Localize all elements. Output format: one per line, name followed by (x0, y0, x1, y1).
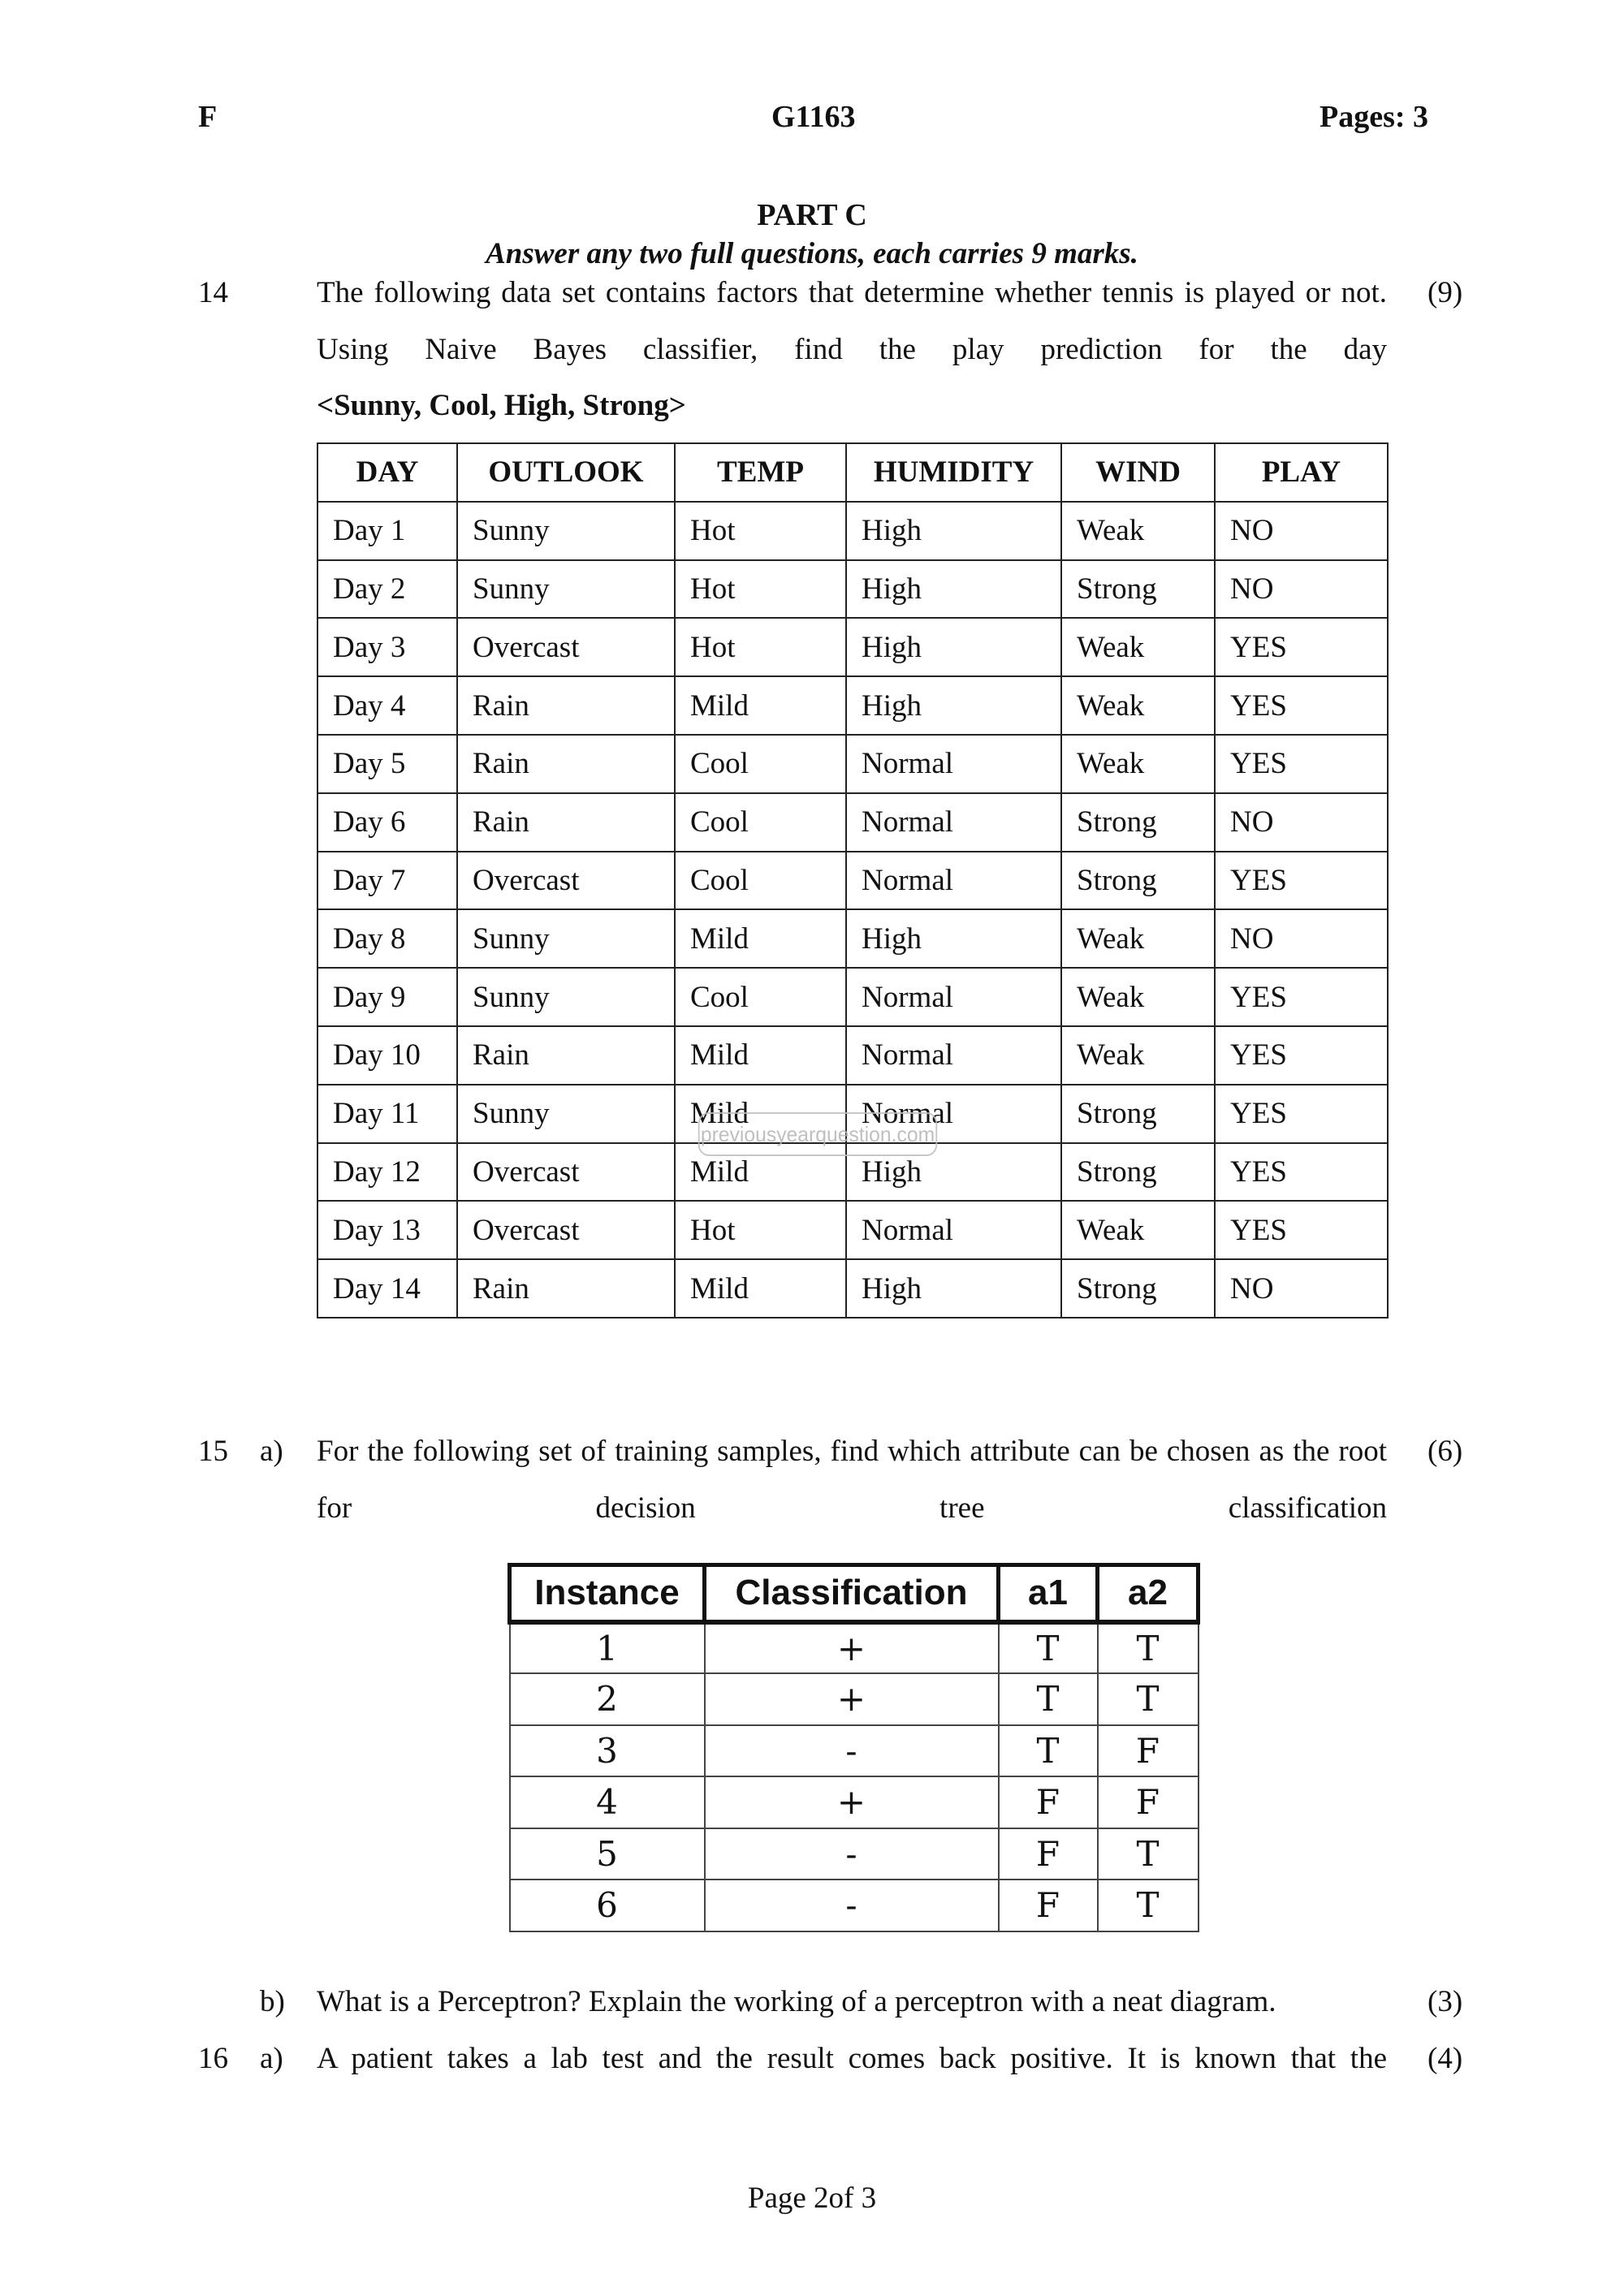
table-cell: High (846, 676, 1061, 735)
table-cell: T (1098, 1880, 1199, 1931)
column-header: PLAY (1215, 443, 1388, 502)
column-header: WIND (1061, 443, 1215, 502)
table-cell: High (846, 909, 1061, 968)
tennis-dataset-table (317, 442, 1389, 1318)
table-cell: Day 13 (317, 1201, 457, 1259)
table-cell: Sunny (457, 502, 675, 560)
table-row (317, 618, 1388, 676)
header-pages: Pages: 3 (1320, 100, 1429, 134)
table-cell: Hot (675, 1201, 846, 1259)
table-cell: Mild (675, 1143, 846, 1202)
table-row (317, 852, 1388, 910)
header-series: F (198, 100, 218, 134)
table-cell: F (999, 1828, 1098, 1880)
table-row (317, 676, 1388, 735)
table-cell: Weak (1061, 735, 1215, 793)
table-header-row (317, 443, 1388, 502)
table-cell: Cool (675, 735, 846, 793)
table-cell: Hot (675, 502, 846, 560)
table-row (317, 909, 1388, 968)
table-cell: Normal (846, 852, 1061, 910)
table-cell: T (999, 1622, 1098, 1674)
page-footer: Page 2of 3 (747, 2182, 877, 2215)
table-cell: F (999, 1880, 1098, 1931)
table-cell: - (705, 1725, 999, 1777)
table-row (317, 1201, 1388, 1259)
table-cell: Strong (1061, 1085, 1215, 1143)
table-cell: T (1098, 1673, 1199, 1725)
table-cell: 3 (510, 1725, 705, 1777)
table-cell: Weak (1061, 618, 1215, 676)
table-cell: T (1098, 1622, 1199, 1674)
question-15a-marks: (6) (1427, 1435, 1463, 1468)
table-cell: Overcast (457, 852, 675, 910)
table-cell: YES (1215, 1201, 1388, 1259)
question-15b-text: What is a Perceptron? Explain the working of a perceptron with a neat diagram. (317, 1985, 1276, 2018)
table-cell: Rain (457, 676, 675, 735)
table-cell: Day 14 (317, 1259, 457, 1318)
table-cell: Weak (1061, 676, 1215, 735)
table-cell: Mild (675, 1259, 846, 1318)
table-cell: YES (1215, 618, 1388, 676)
table-row (317, 502, 1388, 560)
table-cell: Normal (846, 1085, 1061, 1143)
column-header: Instance (510, 1565, 705, 1622)
table-cell: Mild (675, 676, 846, 735)
column-header: Classification (705, 1565, 999, 1622)
table-cell: Weak (1061, 909, 1215, 968)
question-16a-marks: (4) (1427, 2042, 1463, 2075)
column-header: HUMIDITY (846, 443, 1061, 502)
table-cell: Sunny (457, 1085, 675, 1143)
table-cell: Overcast (457, 618, 675, 676)
table-row (510, 1828, 1199, 1880)
question-14-query-day: <Sunny, Cool, High, Strong> (317, 389, 686, 422)
table-row (510, 1880, 1199, 1931)
question-14-marks: (9) (1427, 276, 1463, 309)
table-cell: F (1098, 1776, 1199, 1828)
table-cell: + (705, 1673, 999, 1725)
part-title: PART C (757, 198, 867, 232)
table-cell: Day 3 (317, 618, 457, 676)
table-cell: Weak (1061, 968, 1215, 1026)
table-cell: Sunny (457, 560, 675, 619)
table-cell: Day 1 (317, 502, 457, 560)
column-header: DAY (317, 443, 457, 502)
table-row (510, 1725, 1199, 1777)
column-header: a1 (999, 1565, 1098, 1622)
table-cell: NO (1215, 502, 1388, 560)
table-cell: High (846, 502, 1061, 560)
table-cell: Day 10 (317, 1026, 457, 1085)
table-cell: Strong (1061, 1259, 1215, 1318)
table-row (317, 1026, 1388, 1085)
table-row (317, 1259, 1388, 1318)
table-cell: High (846, 618, 1061, 676)
table-cell: Hot (675, 618, 846, 676)
table-header-row (510, 1565, 1199, 1622)
table-cell: Day 9 (317, 968, 457, 1026)
table-cell: Normal (846, 968, 1061, 1026)
table-cell: Day 5 (317, 735, 457, 793)
table-cell: Overcast (457, 1143, 675, 1202)
table-row (317, 560, 1388, 619)
table-cell: Cool (675, 968, 846, 1026)
table-cell: High (846, 560, 1061, 619)
question-15a-label: a) (260, 1435, 283, 1468)
table-cell: Weak (1061, 1026, 1215, 1085)
table-cell: Day 6 (317, 793, 457, 852)
table-cell: Mild (675, 909, 846, 968)
table-cell: F (999, 1776, 1098, 1828)
question-14-text: The following data set contains factors that determine whether tennis is played or not. Using Naive Bayes classifier, find the play prediction for the day (317, 276, 1387, 366)
column-header: OUTLOOK (457, 443, 675, 502)
table-cell: NO (1215, 793, 1388, 852)
table-cell: 2 (510, 1673, 705, 1725)
table-cell: Mild (675, 1026, 846, 1085)
table-cell: + (705, 1622, 999, 1674)
question-15b-marks: (3) (1427, 1985, 1463, 2018)
question-number-16: 16 (198, 2042, 228, 2075)
table-cell: Day 4 (317, 676, 457, 735)
question-number-14: 14 (198, 276, 228, 309)
table-cell: Rain (457, 1026, 675, 1085)
column-header: a2 (1098, 1565, 1199, 1622)
table-cell: NO (1215, 1259, 1388, 1318)
table-cell: T (999, 1673, 1098, 1725)
training-samples-table (508, 1563, 1200, 1932)
part-instruction: Answer any two full questions, each carries 9 marks. (486, 237, 1138, 270)
table-cell: 1 (510, 1622, 705, 1674)
table-cell: Cool (675, 852, 846, 910)
watermark: previousyearquestion.com (698, 1112, 938, 1156)
table-cell: YES (1215, 676, 1388, 735)
table-cell: 4 (510, 1776, 705, 1828)
table-cell: Weak (1061, 1201, 1215, 1259)
table-cell: Day 8 (317, 909, 457, 968)
table-row (510, 1622, 1199, 1674)
table-cell: Mild (675, 1085, 846, 1143)
table-cell: YES (1215, 968, 1388, 1026)
table-cell: NO (1215, 560, 1388, 619)
table-cell: 6 (510, 1880, 705, 1931)
question-16a-label: a) (260, 2042, 283, 2075)
table-cell: Strong (1061, 852, 1215, 910)
table-cell: T (999, 1725, 1098, 1777)
table-cell: - (705, 1828, 999, 1880)
table-cell: Normal (846, 735, 1061, 793)
table-cell: NO (1215, 909, 1388, 968)
table-cell: YES (1215, 1026, 1388, 1085)
table-cell: Cool (675, 793, 846, 852)
table-cell: Rain (457, 735, 675, 793)
table-cell: Strong (1061, 793, 1215, 852)
table-cell: Weak (1061, 502, 1215, 560)
table-cell: Overcast (457, 1201, 675, 1259)
table-cell: T (1098, 1828, 1199, 1880)
table-cell: YES (1215, 735, 1388, 793)
table-cell: High (846, 1259, 1061, 1318)
table-cell: Normal (846, 1026, 1061, 1085)
table-row (317, 968, 1388, 1026)
table-cell: YES (1215, 852, 1388, 910)
table-cell: Normal (846, 793, 1061, 852)
table-row (317, 735, 1388, 793)
question-15b-label: b) (260, 1985, 285, 2018)
table-row (510, 1776, 1199, 1828)
table-cell: High (846, 1143, 1061, 1202)
question-16a-text: A patient takes a lab test and the result comes back positive. It is known that the (317, 2042, 1387, 2075)
table-cell: Normal (846, 1201, 1061, 1259)
table-cell: Strong (1061, 1143, 1215, 1202)
table-cell: Sunny (457, 968, 675, 1026)
table-cell: Sunny (457, 909, 675, 968)
header-paper-code: G1163 (771, 100, 856, 134)
table-cell: Hot (675, 560, 846, 619)
question-15a-text: For the following set of training samples, find which attribute can be chosen as the root for decision tree classification (317, 1435, 1387, 1525)
table-cell: F (1098, 1725, 1199, 1777)
table-cell: Strong (1061, 560, 1215, 619)
table-cell: Day 2 (317, 560, 457, 619)
table-cell: Day 12 (317, 1143, 457, 1202)
table-cell: YES (1215, 1143, 1388, 1202)
table-row (510, 1673, 1199, 1725)
column-header: TEMP (675, 443, 846, 502)
question-number-15: 15 (198, 1435, 228, 1468)
table-cell: Rain (457, 1259, 675, 1318)
table-cell: + (705, 1776, 999, 1828)
table-cell: 5 (510, 1828, 705, 1880)
table-cell: Rain (457, 793, 675, 852)
table-cell: - (705, 1880, 999, 1931)
table-row (317, 793, 1388, 852)
table-cell: Day 7 (317, 852, 457, 910)
table-cell: Day 11 (317, 1085, 457, 1143)
table-cell: YES (1215, 1085, 1388, 1143)
